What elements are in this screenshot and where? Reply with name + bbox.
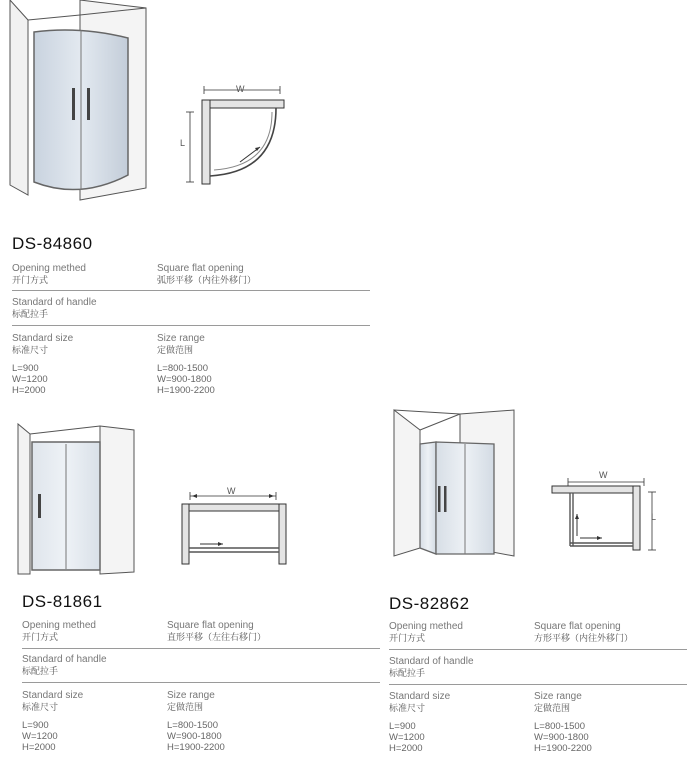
opening-value: Square flat opening xyxy=(157,263,244,274)
handle-label-cn: 标配拉手 xyxy=(22,666,59,676)
opening-label: Opening methed xyxy=(389,621,463,632)
opening-label-cn: 开门方式 xyxy=(12,275,49,285)
size-height: H=2000 xyxy=(389,743,423,754)
range-length: L=800-1500 xyxy=(534,721,585,732)
straight-floor-plan-diagram xyxy=(178,486,290,566)
plan-width-label: W xyxy=(599,470,608,480)
size-range-label-cn: 定做范围 xyxy=(167,702,204,712)
divider xyxy=(22,648,380,649)
curved-shower-enclosure-illustration xyxy=(0,0,160,200)
standard-size-label: Standard size xyxy=(389,691,451,702)
square-floor-plan-diagram xyxy=(550,476,662,556)
handle-label-cn: 标配拉手 xyxy=(389,668,426,678)
handle-label: Standard of handle xyxy=(22,654,107,665)
range-width: W=900-1800 xyxy=(167,731,222,742)
size-width: W=1200 xyxy=(12,374,48,385)
model-name: DS-82862 xyxy=(389,594,470,613)
divider xyxy=(389,649,687,650)
size-length: L=900 xyxy=(22,720,49,731)
size-length: L=900 xyxy=(389,721,416,732)
opening-value-cn: 方形平移（内往外移门） xyxy=(534,633,634,643)
handle-label: Standard of handle xyxy=(389,656,474,667)
plan-width-label: W xyxy=(236,84,245,94)
range-height: H=1900-2200 xyxy=(534,743,592,754)
divider xyxy=(22,682,380,683)
range-length: L=800-1500 xyxy=(157,363,208,374)
divider xyxy=(12,290,370,291)
plan-width-label: W xyxy=(227,486,236,496)
straight-shower-enclosure-illustration xyxy=(12,424,137,574)
size-range-label-cn: 定做范围 xyxy=(534,703,571,713)
divider xyxy=(389,684,687,685)
curved-floor-plan-diagram xyxy=(180,82,292,192)
standard-size-label-cn: 标准尺寸 xyxy=(12,345,49,355)
handle-label: Standard of handle xyxy=(12,297,97,308)
range-width: W=900-1800 xyxy=(534,732,589,743)
handle-label-cn: 标配拉手 xyxy=(12,309,49,319)
opening-label: Opening methed xyxy=(22,620,96,631)
opening-value: Square flat opening xyxy=(167,620,254,631)
standard-size-label: Standard size xyxy=(12,333,74,344)
opening-value-cn: 弧形平移（内往外移门） xyxy=(157,275,257,285)
size-height: H=2000 xyxy=(22,742,56,753)
opening-value-cn: 直形平移（左往右移门） xyxy=(167,632,267,642)
size-width: W=1200 xyxy=(22,731,58,742)
size-length: L=900 xyxy=(12,363,39,374)
standard-size-label: Standard size xyxy=(22,690,84,701)
opening-label: Opening methed xyxy=(12,263,86,274)
model-name: DS-84860 xyxy=(12,234,93,253)
range-length: L=800-1500 xyxy=(167,720,218,731)
size-height: H=2000 xyxy=(12,385,46,396)
square-shower-enclosure-illustration xyxy=(390,408,520,558)
range-height: H=1900-2200 xyxy=(157,385,215,396)
range-height: H=1900-2200 xyxy=(167,742,225,753)
range-width: W=900-1800 xyxy=(157,374,212,385)
opening-label-cn: 开门方式 xyxy=(389,633,426,643)
opening-label-cn: 开门方式 xyxy=(22,632,59,642)
divider xyxy=(12,325,370,326)
model-name: DS-81861 xyxy=(22,592,103,611)
opening-value: Square flat opening xyxy=(534,621,621,632)
plan-length-label: L xyxy=(180,138,186,148)
standard-size-label-cn: 标准尺寸 xyxy=(22,702,59,712)
size-range-label-cn: 定做范围 xyxy=(157,345,194,355)
standard-size-label-cn: 标准尺寸 xyxy=(389,703,426,713)
size-range-label: Size range xyxy=(534,691,582,702)
size-range-label: Size range xyxy=(167,690,215,701)
size-range-label: Size range xyxy=(157,333,205,344)
plan-length-label: L xyxy=(651,512,657,522)
size-width: W=1200 xyxy=(389,732,425,743)
